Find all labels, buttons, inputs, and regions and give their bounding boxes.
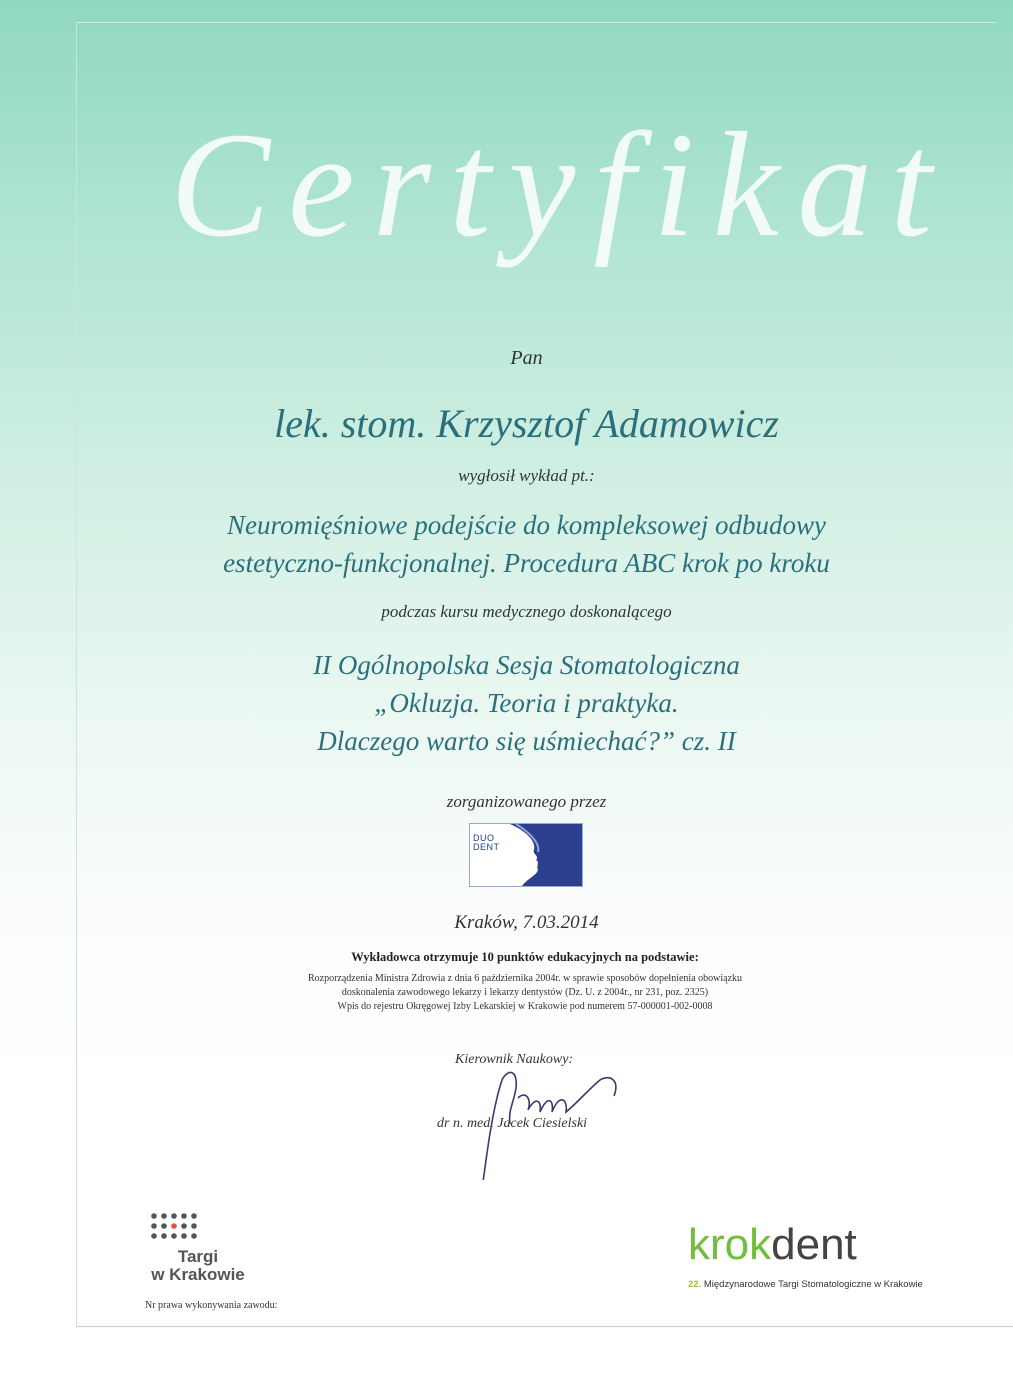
recipient-name: lek. stom. Krzysztof Adamowicz [274, 401, 779, 446]
organized-by: zorganizowanego przez [446, 792, 607, 811]
regulation-text [260, 972, 790, 1014]
lecture-title-line: Neuromięśniowe podejście do kompleksowej odbudowy [227, 510, 826, 540]
krokdent-logo: krokdent [688, 1220, 857, 1269]
lecture-lead-in: wygłosił wykład pt.: [458, 466, 595, 485]
manager-name: dr n. med. Jacek Ciesielski [437, 1116, 588, 1131]
session-title-line: Dlaczego warto się uśmiechać?” cz. II [317, 726, 736, 756]
regulation-line: Rozporządzenia Ministra Zdrowia z dnia 6 października 2004r. w sprawie sposobów dopełnienia obowiązku [307, 973, 743, 984]
license-number-label: Nr prawa wykonywania zawodu: [145, 1300, 278, 1311]
session-title [20, 646, 1013, 760]
duodent-logo [469, 823, 583, 887]
signature [430, 1040, 640, 1180]
title-watermark [0, 0, 1013, 400]
session-title-line: „Okluzja. Teoria i praktyka. [374, 688, 679, 718]
course-intro: podczas kursu medycznego doskonalącego [381, 602, 672, 621]
targi-logo-text: Targi w Krakowie [151, 1247, 245, 1284]
targi-dots-icon [150, 1212, 202, 1242]
duodent-logo-text: DUO DENT [473, 833, 500, 852]
certificate-title: Certyfikat [170, 102, 950, 268]
krokdent-subtitle: 22. Międzynarodowe Targi Stomatologiczne w Krakowie [688, 1279, 923, 1290]
session-title-line: II Ogólnopolska Sesja Stomatologiczna [313, 650, 740, 680]
lecture-title-line: estetyczno-funkcjonalnej. Procedura ABC krok po kroku [223, 548, 830, 578]
regulation-line: doskonalenia zawodowego lekarzy i lekarzy dentystów (Dz. U. z 2004r., nr 231, poz. 2325) [341, 987, 709, 998]
salutation: Pan [510, 347, 543, 369]
lecture-title [20, 506, 1013, 582]
manager-label: Kierownik Naukowy: [455, 1052, 574, 1067]
bottom-rule [76, 1326, 1013, 1327]
city-date: Kraków, 7.03.2014 [454, 912, 599, 933]
points-heading: Wykładowca otrzymuje 10 punktów edukacyjnych na podstawie: [351, 950, 699, 964]
regulation-line: Wpis do rejestru Okręgowej Izby Lekarskiej w Krakowie pod numerem 57-000001-002-0008 [337, 1001, 713, 1012]
